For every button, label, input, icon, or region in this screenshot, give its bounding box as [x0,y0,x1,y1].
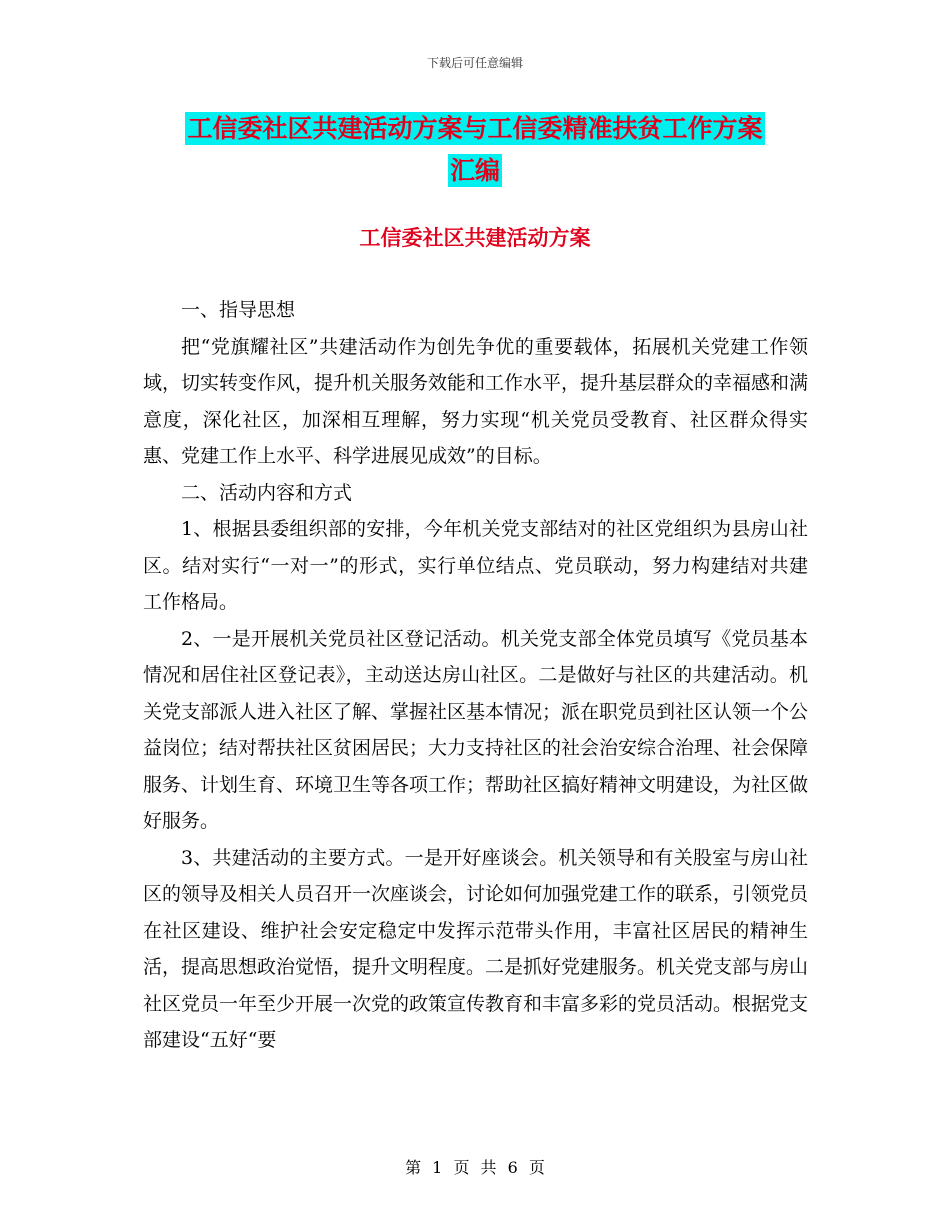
document-title-line1: 工信委社区共建活动方案与工信委精准扶贫工作方案 [187,114,763,143]
paragraph: 3、共建活动的主要方式。一是开好座谈会。机关领导和有关股室与房山社区的领导及相关人员召开一次座谈会，讨论如何加强党建工作的联系，引领党员在社区建设、维护社会安定稳定中发挥示范带头作用，丰富社区居民的精神生活，提高思想政治觉悟，提升文明程度。二是抓好党建服务。机关党支部与房山社区党员一年至少开展一次党的政策宣传教育和丰富多彩的党员活动。根据党支部建设“五好“要 [143,846,809,1051]
document-title-line2: 汇编 [449,156,500,185]
paragraph: 把“党旗耀社区”共建活动作为创先争优的重要载体，拓展机关党建工作领域，切实转变作风，提升机关服务效能和工作水平，提升基层群众的幸福感和满意度，深化社区，加深相互理解，努力实现“机关党员受教育、社区群众得实惠、党建工作上水平、科学进展见成效”的目标。 [143,335,809,467]
heading-guiding-ideology: 一、指导思想 [181,299,296,321]
section-title: 工信委社区共建活动方案 [359,225,591,250]
document-body [143,292,808,1059]
paragraph: 2、一是开展机关党员社区登记活动。机关党支部全体党员填写《党员基本情况和居住社区登记表》，主动送达房山社区。二是做好与社区的共建活动。机关党支部派人进入社区了解、掌握社区基本情况；派在职党员到社区认领一个公益岗位；结对帮扶社区贫困居民；大力支持社区的社会治安综合治理、社会保障服务、计划生育、环境卫生等各项工作；帮助社区搞好精神文明建设，为社区做好服务。 [143,627,809,832]
paragraph: 1、根据县委组织部的安排，今年机关党支部结对的社区党组织为县房山社区。结对实行“一对一”的形式，实行单位结点、党员联动，努力构建结对共建工作格局。 [143,518,808,613]
page-header-note: 下载后可任意编辑 [426,56,523,70]
page-number: 第 1 页 共 6 页 [405,1158,545,1177]
heading-activity-content: 二、活动内容和方式 [181,481,353,504]
document-title [140,108,810,192]
